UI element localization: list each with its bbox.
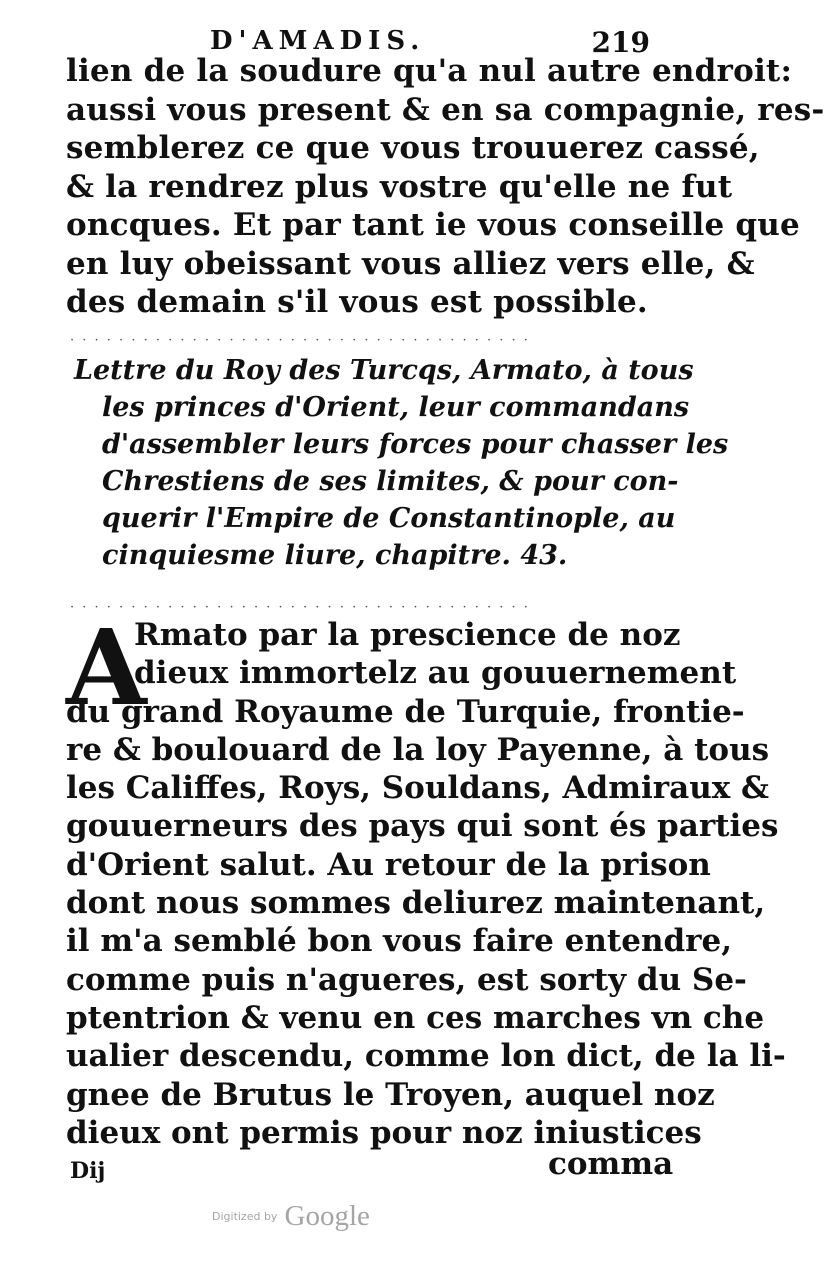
google-logo: Google	[284, 1200, 370, 1232]
body-line: les Califfes, Roys, Souldans, Admiraux &	[66, 770, 769, 807]
body-line: dieux ont permis pour noz iniustices	[66, 1114, 702, 1151]
text-line: oncques. Et par tant ie vous conseille que	[66, 207, 800, 243]
heading-line: querir l'Empire de Constantinople, au	[102, 503, 676, 534]
body-line: il m'a semblé bon vous faire entendre,	[66, 923, 733, 960]
body-line: re & boulouard de la loy Payenne, à tous	[66, 731, 770, 768]
body-line: Rmato par la prescience de noz	[134, 617, 681, 653]
text-line: des demain s'il vous est possible.	[66, 284, 648, 320]
heading-line: d'assembler leurs forces pour chasser les	[102, 429, 729, 460]
text-line: & la rendrez plus vostre qu'elle ne fut	[66, 168, 733, 205]
body-line: d'Orient salut. Au retour de la prison	[66, 846, 711, 883]
text-line: en luy obeissant vous alliez vers elle, &	[66, 245, 755, 282]
text-line: lien de la soudure qu'a nul autre endroit:	[66, 53, 793, 89]
letter-heading	[66, 352, 729, 574]
body-line: ptentrion & venu en ces marches vn che	[66, 999, 765, 1036]
heading-line: les princes d'Orient, leur commandans	[102, 392, 690, 423]
bleed-through-divider: · · · · · · · · · · · · · · · · · · · · · · · · · · · · · · · · · · · · · ·	[70, 600, 530, 615]
bleed-through-divider: · · · · · · · · · · · · · · · · · · · · · · · · · · · · · · · · · · · · · ·	[70, 333, 530, 348]
body-line: comme puis n'agueres, est sorty du Se-	[66, 961, 747, 998]
page-number: 219	[591, 26, 650, 59]
digitized-by-watermark	[212, 1200, 370, 1240]
text-line: aussi vous present & en sa compagnie, res-	[66, 91, 825, 128]
body-line: du grand Royaume de Turquie, frontie-	[66, 693, 745, 730]
heading-line: Lettre du Roy des Turcqs, Armato, à tous	[74, 355, 694, 386]
running-head-title: D'AMADIS.	[210, 26, 426, 56]
catchword: comma	[548, 1146, 674, 1182]
text-line: semblerez ce que vous trouuerez cassé,	[66, 130, 760, 166]
body-line: gnee de Brutus le Troyen, auquel noz	[66, 1076, 715, 1113]
body-line: dieux immortelz au gouuernement	[134, 655, 737, 692]
preceding-text-block	[66, 52, 825, 322]
heading-line: cinquiesme liure, chapitre. 43.	[102, 540, 568, 571]
drop-cap-initial: A	[66, 606, 147, 729]
body-line: ualier descendu, comme lon dict, de la li-	[66, 1038, 786, 1075]
watermark-caption: Digitized by	[212, 1210, 278, 1223]
heading-line: Chrestiens de ses limites, & pour con-	[102, 466, 679, 497]
signature-mark: Dij	[70, 1158, 106, 1184]
body-line: dont nous sommes deliurez maintenant,	[66, 885, 766, 922]
body-line: gouuerneurs des pays qui sont és parties	[66, 808, 779, 845]
letter-body	[66, 606, 786, 1152]
